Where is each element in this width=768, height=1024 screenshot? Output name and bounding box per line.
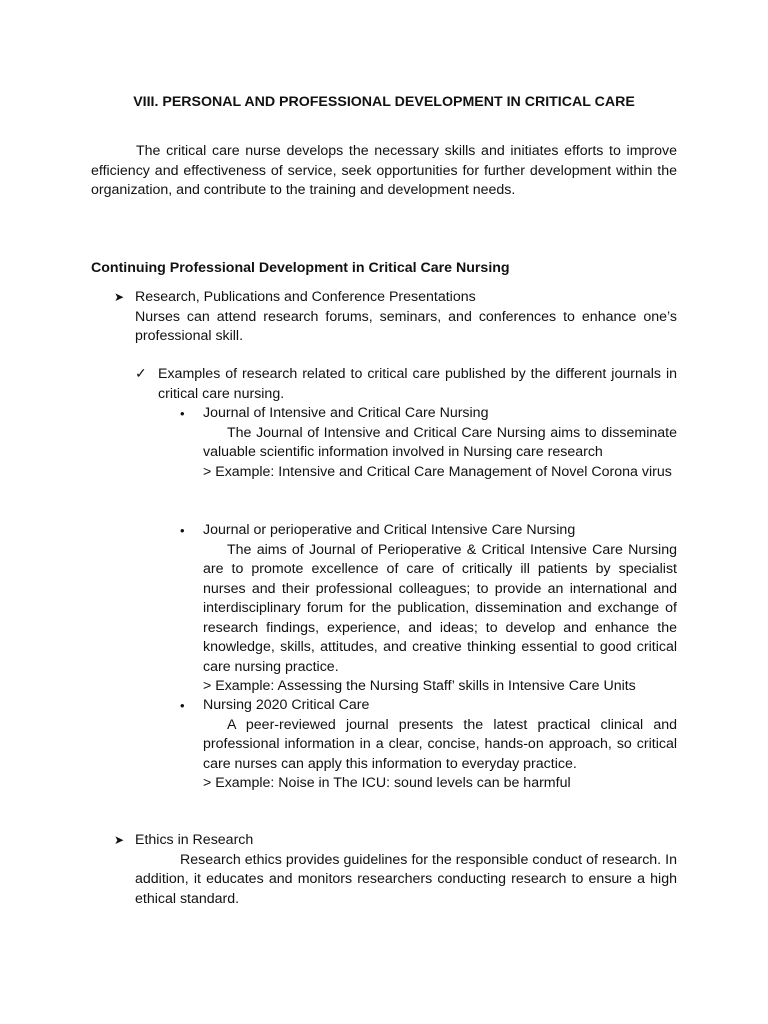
journal-name: Journal of Intensive and Critical Care Nursing <box>203 405 489 421</box>
section-research <box>114 288 677 347</box>
section-heading: Ethics in Research <box>135 832 254 848</box>
journal-example: > Example: Noise in The ICU: sound levels can be harmful <box>203 775 571 791</box>
bullet-icon: • <box>180 406 185 421</box>
section-heading: Research, Publications and Conference Presentations <box>135 289 476 305</box>
intro-paragraph: The critical care nurse develops the necessary skills and initiates efforts to improve efficiency and effectiveness of service, seek opportunities for further development within the organization, and contribute to the training and development needs. <box>91 143 677 198</box>
journal-description: A peer-reviewed journal presents the latest practical clinical and professional information in a clear, concise, hands-on approach, so critical care nurses can apply this information to everyday practice. <box>203 716 677 772</box>
section-body: Nurses can attend research forums, seminars, and conferences to enhance one’s professional skill. <box>135 308 677 344</box>
section-ethics <box>114 831 677 909</box>
journal-description: The Journal of Intensive and Critical Care Nursing aims to disseminate valuable scientific information involved in Nursing care research <box>203 424 677 460</box>
journal-example: > Example: Assessing the Nursing Staff’ skills in Intensive Care Units <box>203 678 636 694</box>
page-title: VIII. PERSONAL AND PROFESSIONAL DEVELOPMENT IN CRITICAL CARE <box>133 94 635 110</box>
checkmark-icon: ✓ <box>135 366 147 382</box>
journal-name: Nursing 2020 Critical Care <box>203 697 370 713</box>
examples-intro <box>135 365 677 404</box>
journal-example: > Example: Intensive and Critical Care Management of Novel Corona virus <box>203 463 672 480</box>
journal-name: Journal or perioperative and Critical Intensive Care Nursing <box>203 522 576 538</box>
bullet-icon: • <box>180 523 185 538</box>
journal-item <box>180 696 677 794</box>
arrow-bullet-icon: ➤ <box>114 833 125 847</box>
bullet-icon: • <box>180 698 185 713</box>
journal-description: The aims of Journal of Perioperative & Critical Intensive Care Nursing are to promote excellence of care of critically ill patients by specialist nurses and their professional colleagues; to provide an international and interdisciplinary forum for the publication, dissemination and exchange of research findings, experience, and ideas; to develop and enhance the knowledge, skills, attitudes, and creative thinking essential to good critical care nursing practice. <box>203 541 677 675</box>
journal-item <box>180 521 677 697</box>
journal-item <box>180 404 677 482</box>
section-body: Research ethics provides guidelines for the responsible conduct of research. In addition, it educates and monitors researchers conducting research to ensure a high ethical standard. <box>135 851 677 907</box>
arrow-bullet-icon: ➤ <box>114 290 125 304</box>
examples-intro-text: Examples of research related to critical care published by the different journals in critical care nursing. <box>158 366 677 402</box>
section-subheading: Continuing Professional Development in Critical Care Nursing <box>91 260 510 276</box>
